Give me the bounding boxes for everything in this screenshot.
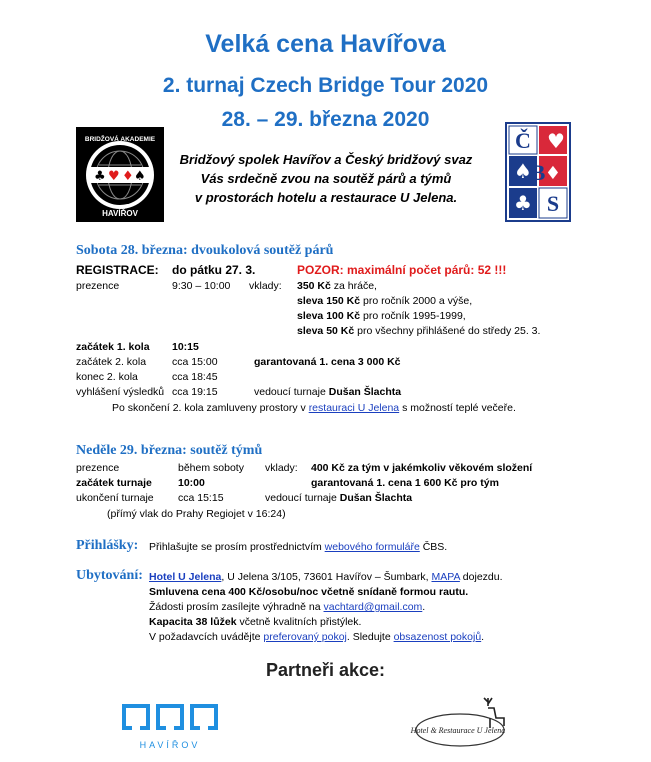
sat-prezence-label: prezence (76, 280, 120, 292)
page-title: Velká cena Havířova (205, 30, 446, 58)
train-note: (přímý vlak do Prahy Regiojet v 16:24) (107, 508, 286, 520)
svg-text:♦: ♦ (544, 163, 562, 184)
web-form-link[interactable]: webového formuláře (324, 541, 420, 553)
start-round-1-label: začátek 1. kola (76, 341, 150, 353)
hotel-link[interactable]: Hotel U Jelena (149, 571, 222, 583)
hotel-logo-text: Hotel & Restaurace U Jelena (410, 726, 506, 735)
svg-text:♠: ♠ (514, 159, 532, 183)
sun-start-label: začátek turnaje (76, 477, 152, 489)
results-time: cca 19:15 (172, 386, 218, 398)
sunday-heading: Neděle 29. března: soutěž týmů (76, 443, 263, 458)
sat-fee-4: sleva 50 Kč pro všechny přihlášené do středy 25. 3. (297, 325, 541, 337)
sat-fee-1: 350 Kč za hráče, (297, 280, 377, 292)
sun-director: vedoucí turnaje Dušan Šlachta (265, 492, 413, 504)
event-dates: 28. – 29. března 2020 (221, 108, 430, 131)
end-round-2-time: cca 18:45 (172, 371, 218, 383)
hotel-capacity: Kapacita 38 lůžek včetně kvalitních přistýlek. (149, 616, 362, 628)
cbs-letter-c: Č (515, 128, 531, 153)
hotel-address: Hotel U Jelena, U Jelena 3/105, 73601 Havířov – Šumbark, MAPA dojezdu. (149, 571, 503, 583)
sat-vklady-label: vklady: (249, 280, 282, 292)
preferred-room-link[interactable]: preferovaný pokoj (263, 631, 347, 643)
hotel-u-jelena-logo (410, 690, 520, 755)
hotel-email-note: Žádosti prosím zasílejte výhradně na vachtard@gmail.com. (149, 601, 426, 613)
invite-line-3: v prostorách hotelu a restaurace U Jelena. (194, 190, 458, 205)
partners-heading: Partneři akce: (265, 660, 386, 680)
dinner-note: Po skončení 2. kola zamluveny prostory v restauraci U Jelena s možností teplé večeře. (112, 402, 516, 414)
registration-deadline: do pátku 27. 3. (172, 263, 256, 277)
cbs-logo (505, 122, 571, 222)
sat-fee-3: sleva 100 Kč pro ročník 1995-1999, (297, 310, 466, 322)
sun-guaranteed-prize: garantovaná 1. cena 1 600 Kč pro tým (311, 477, 499, 489)
academy-logo-top-text: BRIDŽOVÁ AKADEMIE (84, 136, 156, 143)
results-label: vyhlášení výsledků (76, 386, 165, 398)
sat-prezence-time: 9:30 – 10:00 (172, 280, 231, 292)
start-round-2-label: začátek 2. kola (76, 356, 147, 368)
sun-end-label: ukončení turnaje (76, 492, 154, 504)
svg-text:♣: ♣ (94, 169, 106, 184)
havirov-city-logo (120, 700, 220, 755)
sat-guaranteed-prize: garantovaná 1. cena 3 000 Kč (254, 356, 401, 368)
svg-text:♣: ♣ (514, 191, 532, 215)
invitation-text (140, 150, 512, 207)
sun-end-time: cca 15:15 (178, 492, 224, 504)
svg-text:♦: ♦ (122, 169, 134, 184)
saturday-heading: Sobota 28. března: dvoukolová soutěž párů (76, 243, 334, 258)
sat-director: vedoucí turnaje Dušan Šlachta (254, 386, 402, 398)
sat-fee-2: sleva 150 Kč pro ročník 2000 a výše, (297, 295, 473, 307)
restaurant-link[interactable]: restauraci U Jelena (308, 402, 400, 414)
invite-line-2: Vás srdečně zvou na soutěž párů a týmů (200, 171, 452, 186)
start-round-1-time: 10:15 (172, 341, 199, 353)
sun-prezence-label: prezence (76, 462, 120, 474)
prihlasky-label: Přihlášky: (76, 538, 139, 553)
hotel-preferences: V požadavcích uvádějte preferovaný pokoj. Sledujte obsazenost pokojů. (149, 631, 485, 643)
end-round-2-label: konec 2. kola (76, 371, 138, 383)
pozor-warning: POZOR: maximální počet párů: 52 !!! (297, 263, 507, 277)
sun-prezence-time: během soboty (178, 462, 244, 474)
hotel-price: Smluvena cena 400 Kč/osobu/noc včetně snídaně formou rautu. (149, 586, 469, 598)
start-round-2-time: cca 15:00 (172, 356, 218, 368)
academy-logo-bottom-text: HAVÍŘOV (102, 209, 138, 218)
svg-text:♥: ♥ (547, 129, 565, 153)
cbs-letter-s: S (546, 191, 560, 216)
ubytovani-label: Ubytování: (76, 568, 143, 583)
registration-label: REGISTRACE: (76, 263, 159, 277)
email-link[interactable]: vachtard@gmail.com (323, 601, 423, 613)
map-link[interactable]: MAPA (431, 571, 460, 583)
sun-vklady-label: vklady: (265, 462, 298, 474)
sun-start-time: 10:00 (178, 477, 205, 489)
havirov-logo-text: HAVÍŘOV (139, 740, 201, 750)
prihlasky-text: Přihlašujte se prosím prostřednictvím webového formuláře ČBS. (149, 541, 448, 553)
room-occupancy-link[interactable]: obsazenost pokojů (393, 631, 482, 643)
invite-line-1: Bridžový spolek Havířov a Český bridžový svaz (179, 152, 473, 167)
cbs-letter-b: B (530, 160, 546, 185)
page-subtitle: 2. turnaj Czech Bridge Tour 2020 (162, 74, 489, 97)
svg-text:♠: ♠ (134, 169, 146, 184)
svg-text:♥: ♥ (108, 169, 120, 184)
sun-fee: 400 Kč za tým v jakémkoliv věkovém složení (311, 462, 533, 474)
